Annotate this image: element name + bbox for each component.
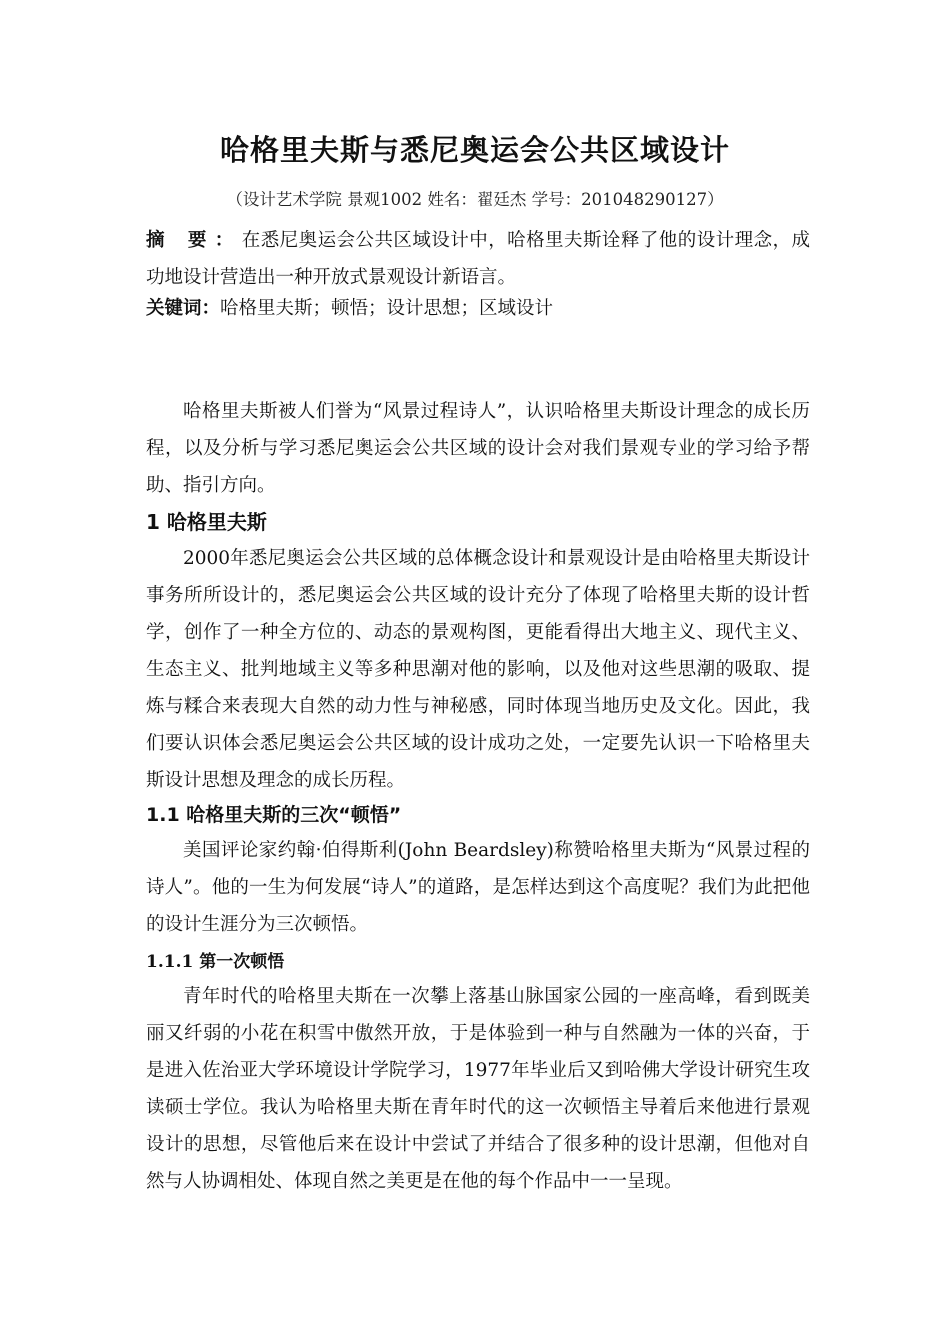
abstract-text: 在悉尼奥运会公共区域设计中，哈格里夫斯诠释了他的设计理念，成功地设计营造出一种开放式景观设计新语言。 — [146, 230, 810, 288]
keywords-label: 关键词： — [146, 298, 221, 319]
author-byline: （设计艺术学院 景观1002 姓名：翟廷杰 学号：201048290127） — [226, 190, 724, 209]
paper-title: 哈格里夫斯与悉尼奥运会公共区域设计 — [219, 133, 730, 167]
abstract — [146, 222, 810, 296]
keywords-text: 哈格里夫斯；顿悟；设计思想；区域设计 — [220, 298, 554, 319]
section-1-1-1-heading: 1.1.1 第一次顿悟 — [146, 952, 285, 972]
keywords — [146, 290, 810, 327]
section-1-1-1-paragraph: 青年时代的哈格里夫斯在一次攀上落基山脉国家公园的一座高峰，看到既美丽又纤弱的小花在积雪中傲然开放，于是体验到一种与自然融为一体的兴奋，于是进入佐治亚大学环境设计学院学习，1977年毕业后又到哈佛大学设计研究生攻读硕士学位。我认为哈格里夫斯在青年时代的这一次顿悟主导着后来他进行景观设计的思想，尽管他后来在设计中尝试了并结合了很多种的设计思潮，但他对自然与人协调相处、体现自然之美更是在他的每个作品中一一呈现。 — [146, 986, 810, 1192]
section-1-paragraph: 2000年悉尼奥运会公共区域的总体概念设计和景观设计是由哈格里夫斯设计事务所所设计的，悉尼奥运会公共区域的设计充分了体现了哈格里夫斯的设计哲学，创作了一种全方位的、动态的景观构图，更能看得出大地主义、现代主义、生态主义、批判地域主义等多种思潮对他的影响，以及他对这些思潮的吸取、提炼与糅合来表现大自然的动力性与神秘感，同时体现当地历史及文化。因此，我们要认识体会悉尼奥运会公共区域的设计成功之处，一定要先认识一下哈格里夫斯设计思想及理念的成长历程。 — [146, 548, 810, 791]
section-1-1-heading: 1.1 哈格里夫斯的三次“顿悟” — [146, 804, 402, 826]
intro-paragraph: 哈格里夫斯被人们誉为“风景过程诗人”，认识哈格里夫斯设计理念的成长历程，以及分析与学习悉尼奥运会公共区域的设计会对我们景观专业的学习给予帮助、指引方向。 — [146, 401, 810, 496]
section-1-1-paragraph: 美国评论家约翰·伯得斯利(John Beardsley)称赞哈格里夫斯为“风景过程的诗人”。他的一生为何发展“诗人”的道路，是怎样达到这个高度呢？我们为此把他的设计生涯分为三次顿悟。 — [146, 840, 810, 935]
section-1-heading: 1 哈格里夫斯 — [146, 510, 267, 534]
abstract-label: 摘 要： — [146, 230, 242, 251]
